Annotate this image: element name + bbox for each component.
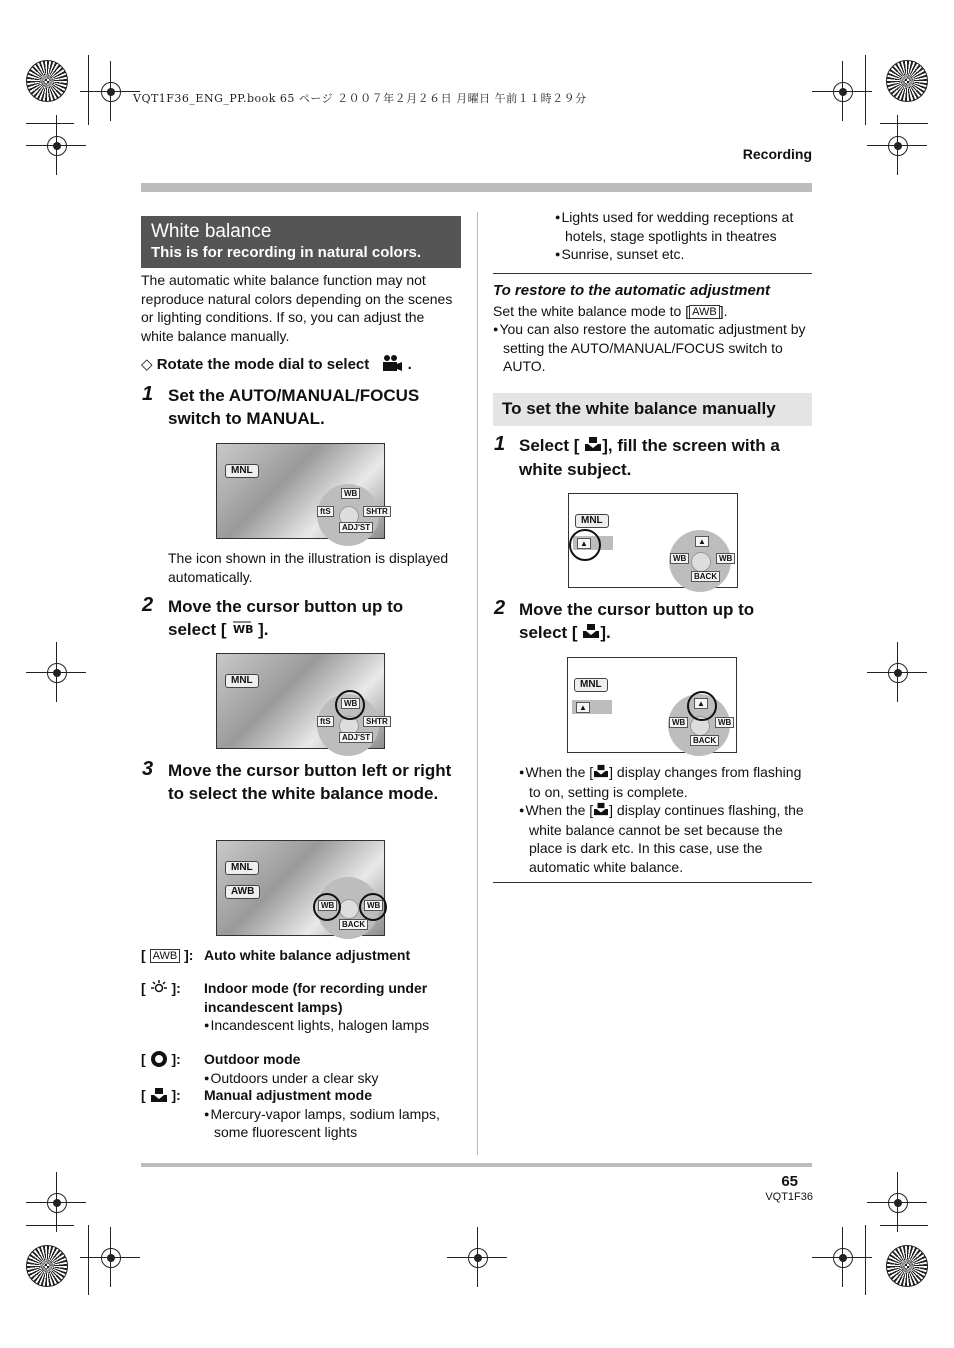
wb-left-icon: WB xyxy=(670,553,689,564)
camera-screen-2 xyxy=(216,653,388,749)
rotate-instruction xyxy=(141,354,412,376)
manual-wb-icon xyxy=(582,622,600,645)
wb-left-icon: WB xyxy=(318,900,337,911)
mode-outdoor-bullet: ● Outdoors under a clear sky xyxy=(204,1070,379,1086)
rotate-text: Rotate the mode dial to select xyxy=(156,355,370,373)
manual-step-1-b: ], fill the screen with a white subject. xyxy=(519,436,780,480)
restore-text-a: Set the white balance mode to [ xyxy=(493,303,690,319)
manual-step-1-a: Select [ xyxy=(519,436,580,455)
camera-screen-4 xyxy=(568,493,738,588)
awb-icon: AWB xyxy=(689,305,720,319)
mnl-indicator: MNL xyxy=(574,678,608,692)
manual-wb-small-icon: ▲ xyxy=(694,698,708,709)
crosshair-mark xyxy=(833,1248,853,1268)
sun-icon xyxy=(150,1050,168,1071)
mnl-indicator: MNL xyxy=(225,674,259,688)
mode-manual-title: Manual adjustment mode xyxy=(204,1087,373,1103)
manual-wb-small-icon: ▲ xyxy=(576,702,590,713)
note-flash-continues-a: When the [ xyxy=(525,802,594,819)
manual-step-2-text xyxy=(519,598,811,645)
mode-icon-left: ftS xyxy=(317,716,334,727)
section-title-box xyxy=(141,216,461,268)
manual-wb-small-icon: ▲ xyxy=(695,536,709,547)
trim-line xyxy=(880,123,928,124)
step-2-text xyxy=(168,595,458,642)
wb-right-icon: WB xyxy=(715,717,734,728)
mode-outdoor-title: Outdoor mode xyxy=(204,1051,301,1067)
trim-line xyxy=(26,123,74,124)
mode-icon-right: SHTR xyxy=(363,716,391,727)
mode-outdoor xyxy=(204,1050,459,1087)
manual-section-title: To set the white balance manually xyxy=(502,399,776,418)
mnl-indicator: MNL xyxy=(575,514,609,528)
restore-text-b: ]. xyxy=(719,303,728,319)
wb-right-icon: WB xyxy=(364,900,383,911)
wb-icon xyxy=(231,619,253,642)
wb-left-icon: WB xyxy=(669,717,688,728)
crosshair-mark xyxy=(888,136,908,156)
page-number: 65 xyxy=(781,1173,798,1190)
printer-line: VQT1F36_ENG_PP.book 65 ページ ２００７年２月２６日 月曜日 午前１１時２９分 xyxy=(133,92,587,105)
adjust-label: ADJ'ST xyxy=(339,732,373,743)
manual-wb-icon xyxy=(584,435,602,458)
mode-manual xyxy=(204,1086,462,1142)
indoor-key: [ ]: xyxy=(141,980,181,999)
video-camera-icon xyxy=(381,354,403,376)
outdoor-key: [ ]: xyxy=(141,1050,181,1071)
light-sources-list xyxy=(555,208,812,264)
mnl-indicator: MNL xyxy=(225,464,259,478)
back-label: BACK xyxy=(690,735,719,746)
note-flash-continues-b: ] display continues flashing, the white balance cannot be set because the place is dark etc. In this case, use the automatic white balance. xyxy=(529,802,804,875)
svg-text:WB: WB xyxy=(233,623,254,637)
back-label: BACK xyxy=(339,919,368,930)
step-2-line-a: Move the cursor button up to xyxy=(168,597,404,616)
awb-icon: AWB xyxy=(150,949,181,963)
step-2-line-c: ]. xyxy=(258,620,269,639)
doc-code: VQT1F36 xyxy=(765,1191,813,1203)
camera-screen-1 xyxy=(216,443,388,539)
step-number: 2 xyxy=(142,594,154,616)
manual-section-box xyxy=(493,393,812,426)
trim-line xyxy=(26,1225,74,1226)
footer-bar xyxy=(141,1163,812,1167)
intro-paragraph: The automatic white balance function may not reproduce natural colors depending on the scenes or lighting conditions. If so, you can adjust the white balance manually. xyxy=(141,272,453,344)
awb-key: [ AWB ]: xyxy=(141,947,194,963)
light-source-item: ● Sunrise, sunset etc. xyxy=(555,245,812,264)
highlight-circle xyxy=(335,690,365,720)
trim-line xyxy=(880,1225,928,1226)
crosshair-mark xyxy=(101,82,121,102)
registration-mark-top-right xyxy=(886,60,928,102)
step-number: 2 xyxy=(494,597,506,619)
camera-screen-5 xyxy=(567,657,737,753)
crosshair-mark xyxy=(47,1193,67,1213)
wb-icon: WB xyxy=(341,488,360,499)
page-title: White balance xyxy=(151,221,272,242)
note-icon-auto: The icon shown in the illustration is displayed automatically. xyxy=(168,550,449,585)
step-number: 1 xyxy=(494,433,506,455)
camera-screen-3 xyxy=(216,840,385,936)
page-subtitle: This is for recording in natural colors. xyxy=(151,244,422,261)
mode-indoor-title: Indoor mode (for recording under incandescent lamps) xyxy=(204,980,428,1015)
manual-wb-small-icon: ▲ xyxy=(577,538,591,549)
note-flash-continues xyxy=(519,801,812,876)
manual-step-1-text xyxy=(519,434,811,481)
divider xyxy=(493,882,812,883)
note-flash-on-a: When the [ xyxy=(525,764,594,780)
manual-wb-icon xyxy=(593,764,609,783)
step-1-text: Set the AUTO/MANUAL/FOCUS switch to MANUAL. xyxy=(168,386,420,428)
manual-step-2-b: select [ xyxy=(519,623,578,642)
manual-wb-icon xyxy=(150,1087,168,1106)
crosshair-mark xyxy=(833,82,853,102)
trim-line xyxy=(865,1225,866,1295)
adjust-label: ADJ'ST xyxy=(339,522,373,533)
completion-notes xyxy=(519,763,812,876)
mode-manual-bullet: ● Mercury-vapor lamps, sodium lamps, some fluorescent lights xyxy=(204,1105,462,1142)
note-flash-on-b: ] display changes from flashing to on, setting is complete. xyxy=(529,764,802,800)
crosshair-mark xyxy=(47,136,67,156)
manual-step-2-a: Move the cursor button up to xyxy=(519,600,755,619)
crosshair-mark xyxy=(101,1248,121,1268)
registration-mark-bottom-left xyxy=(26,1245,68,1287)
awb-indicator: AWB xyxy=(225,885,260,899)
restore-title: To restore to the automatic adjustment xyxy=(493,282,770,299)
mode-icon-right: SHTR xyxy=(363,506,391,517)
section-header: Recording xyxy=(742,146,812,162)
diamond-icon: ◇ xyxy=(141,355,153,373)
mode-indoor-bullet: ● Incandescent lights, halogen lamps xyxy=(204,1017,429,1033)
mnl-indicator: MNL xyxy=(225,861,259,875)
trim-line xyxy=(88,55,89,125)
divider xyxy=(493,273,812,274)
registration-mark-top-left xyxy=(26,60,68,102)
column-divider xyxy=(477,212,478,1155)
indoor-icon xyxy=(150,980,168,999)
manual-step-2-c: ]. xyxy=(600,623,611,642)
crosshair-mark xyxy=(47,663,67,683)
step-number: 1 xyxy=(142,383,154,405)
registration-mark-bottom-right xyxy=(886,1245,928,1287)
crosshair-mark xyxy=(888,1193,908,1213)
mode-awb-title: Auto white balance adjustment xyxy=(204,947,411,963)
note-flash-on xyxy=(519,763,812,801)
step-2-line-b: select [ xyxy=(168,620,227,639)
crosshair-mark xyxy=(888,663,908,683)
trim-line xyxy=(865,55,866,125)
wb-icon: WB xyxy=(341,698,360,709)
step-number: 3 xyxy=(142,758,154,780)
period: . xyxy=(407,355,412,373)
restore-bullet: ● You can also restore the automatic adjustment by setting the AUTO/MANUAL/FOCUS switch to AUTO. xyxy=(493,320,815,376)
wb-right-icon: WB xyxy=(716,553,735,564)
header-bar xyxy=(141,183,812,192)
crosshair-mark xyxy=(468,1248,488,1268)
light-source-item: ● Lights used for wedding receptions at hotels, stage spotlights in theatres xyxy=(555,208,812,245)
back-label: BACK xyxy=(691,571,720,582)
trim-line xyxy=(88,1225,89,1295)
mode-icon-left: ftS xyxy=(317,506,334,517)
restore-text xyxy=(493,302,813,321)
manual-wb-icon xyxy=(593,802,609,821)
mode-awb xyxy=(204,946,459,965)
step-3-text: Move the cursor button left or right to select the white balance mode. xyxy=(168,761,452,803)
mode-indoor xyxy=(204,979,459,1035)
manual-key: [ ]: xyxy=(141,1087,181,1106)
